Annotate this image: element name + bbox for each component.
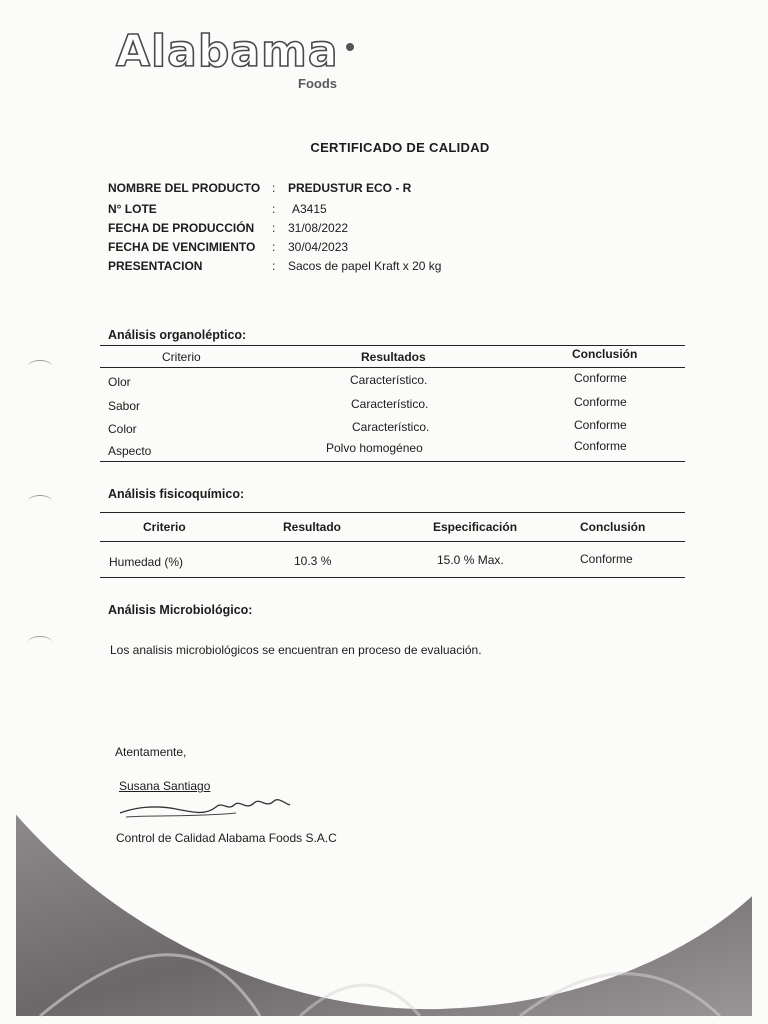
cell-conclusion: Conforme [574,395,627,409]
info-value: 31/08/2022 [288,221,349,235]
cell-criterio: Sabor [108,399,141,413]
cell-resultado: 10.3 % [294,554,332,568]
organoleptic-title: Análisis organoléptico: [108,328,247,342]
table-header-conclusion: Conclusión [580,520,646,534]
info-value: Sacos de papel Kraft x 20 kg [288,259,442,273]
info-label: NOMBRE DEL PRODUCTO [108,181,261,195]
microbiological-text: Los analisis microbiológicos se encuentran en proceso de evaluación. [110,643,482,657]
info-colon: : [272,259,276,273]
logo-sub: Foods [298,76,337,91]
table-header-criterio: Criterio [143,520,186,534]
info-label: FECHA DE VENCIMIENTO [108,240,256,254]
table-header-criterio: Criterio [162,350,201,364]
company-logo [116,26,366,96]
punch-hole-mark [28,360,52,373]
cell-conclusion: Conforme [574,418,627,432]
signer-name: Susana Santiago [119,779,211,793]
table-rule [100,345,685,346]
cell-conclusion: Conforme [574,371,627,385]
cell-criterio: Color [108,422,137,436]
info-label: PRESENTACION [108,259,203,273]
cell-criterio: Olor [108,375,131,389]
table-header-especificacion: Especificación [433,520,518,534]
department-text: Control de Calidad Alabama Foods S.A.C [116,831,337,845]
cell-criterio: Aspecto [108,444,152,458]
physicochemical-title: Análisis fisicoquímico: [108,487,245,501]
info-value: 30/04/2023 [288,240,349,254]
table-rule [100,541,685,542]
info-colon: : [272,240,276,254]
cell-resultado: Polvo homogéneo [326,441,423,455]
info-value: PREDUSTUR ECO - R [288,181,412,195]
document-title: CERTIFICADO DE CALIDAD [310,140,490,155]
cell-especificacion: 15.0 % Max. [437,553,504,567]
punch-hole-mark [28,495,52,508]
info-colon: : [272,221,276,235]
cell-conclusion: Conforme [574,439,627,453]
closing-text: Atentamente, [115,745,187,759]
cell-criterio: Humedad (%) [109,555,184,569]
table-rule [100,577,685,578]
info-label: N° LOTE [108,202,157,216]
logo-brand: Alabama [116,26,339,77]
table-header-resultado: Resultado [283,520,342,534]
microbiological-title: Análisis Microbiológico: [108,603,253,617]
punch-hole-mark [28,636,52,649]
table-rule [100,367,685,368]
info-colon: : [272,181,276,195]
decorative-footer-wave [0,780,768,1024]
table-header-resultados: Resultados [361,350,426,364]
table-header-conclusion: Conclusión [572,347,638,361]
cell-conclusion: Conforme [580,552,633,566]
table-rule [100,461,685,462]
info-label: FECHA DE PRODUCCIÓN [108,221,255,235]
table-rule [100,512,685,513]
cell-resultado: Característico. [350,373,428,387]
cell-resultado: Característico. [351,397,429,411]
logo-dot-icon [346,43,354,51]
info-value: A3415 [292,202,327,216]
info-colon: : [272,202,276,216]
cell-resultado: Característico. [352,420,430,434]
